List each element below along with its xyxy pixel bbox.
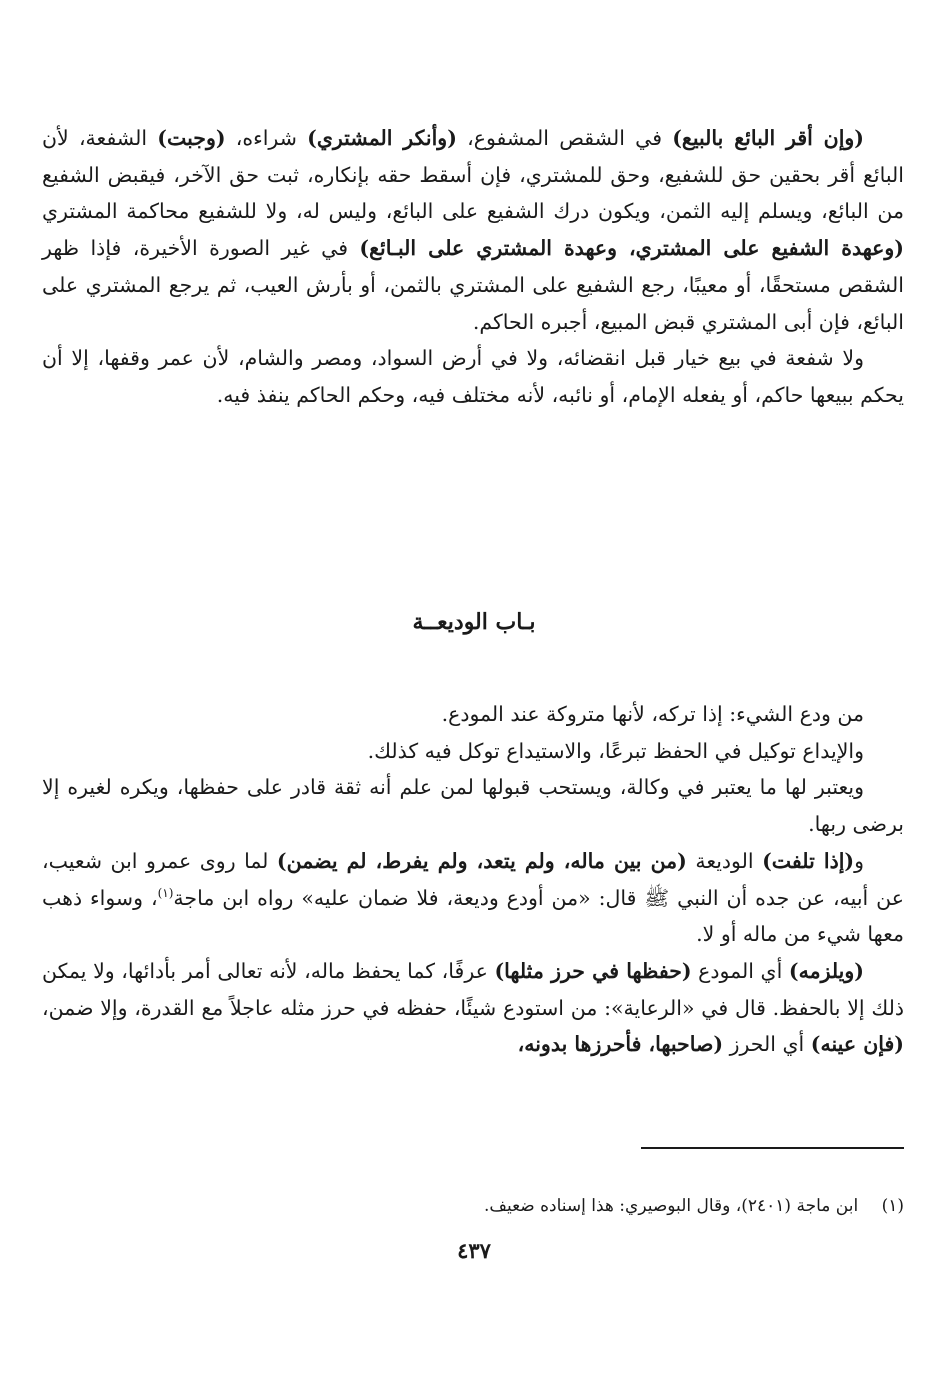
chapter-heading: بـاب الوديعــة — [412, 609, 536, 635]
bold-matn-text: (من بين ماله، ولم يتعد، ولم يفرط، لم يضمن) — [276, 848, 687, 873]
commentary-text: عرفًا، كما يحفظ ماله، لأنه تعالى أمر بأدائها، ولا يمكن ذلك إلا بالحفظ. قال في «الرعاية»: من استودع شيئًا، حفظه في حرز مثله عاجلاً مع القدرة، وإلا ضمن، — [42, 958, 904, 1020]
main-text-section-1 — [42, 120, 904, 414]
paragraph-deposit-meaning: والإيداع توكيل في الحفظ تبرعًا، والاستيداع توكل فيه كذلك. — [367, 738, 864, 763]
commentary-text: أي الحرز — [723, 1032, 811, 1057]
paragraph-no-preemption: ولا شفعة في بيع خيار قبل انقضائه، ولا في أرض السواد، ومصر والشام، لأن عمر وقفها، إلا أن يحكم ببيعها حاكم، أو يفعله الإمام، أو نائبه، لأنه مختلف فيه، وحكم الحاكم ينفذ فيه. — [42, 346, 904, 407]
bold-matn-text: (وإن أقر البائع بالبيع) — [672, 126, 864, 150]
bold-matn-text: (حفظها في حرز مثلها) — [494, 958, 692, 983]
commentary-text: الشفعة، لأن البائع أقر بحقين حق للشفيع، وحق للمشتري، فإن أسقط حقه بإنكاره، ثبت حق الآخر، فيقبض الشفيع من البائع، ويسلم إليه الثمن، ويكون درك الشفيع على البائع، وليس له، ولا للشفيع محاكمة المشتري — [42, 126, 904, 224]
paragraph-deposit-conditions: ويعتبر لها ما يعتبر في وكالة، ويستحب قبولها لمن علم أنه ثقة قادر على حفظها، ويكره لغيره إلا برضى ربها. — [42, 775, 904, 837]
bold-matn-text: (ويلزمه) — [788, 958, 864, 983]
commentary-text: أي المودع — [691, 958, 789, 983]
paragraph-safekeeping — [42, 953, 904, 1063]
commentary-text: شراءه، — [225, 126, 308, 150]
main-text-section-2 — [42, 696, 904, 1063]
commentary-text: و — [854, 848, 864, 873]
paragraph-loss-ruling — [42, 843, 904, 953]
commentary-text: في الشقص المشفوع، — [456, 126, 673, 150]
bold-matn-text: (وجبت) — [157, 126, 226, 150]
paragraph-definition: من ودع الشيء: إذا تركه، لأنها متروكة عند المودع. — [441, 702, 864, 726]
paragraph-preemption-ruling — [42, 120, 904, 340]
commentary-text: لما روى عمرو ابن شعيب، عن أبيه، عن جده أن النبي ﷺ قال: «من أودع وديعة، فلا ضمان عليه» رواه ابن ماجة — [42, 848, 904, 910]
bold-matn-text: (وعهدة الشفيع على المشتري، وعهدة المشتري على البـائع) — [359, 236, 904, 261]
bold-matn-text: (وأنكر المشتري) — [307, 126, 457, 150]
bold-matn-text: (فإن عينه) — [810, 1032, 904, 1057]
page-number: ٤٣٧ — [457, 1238, 491, 1263]
footnote-text: ابن ماجة (٢٤٠١)، وقال البوصيري: هذا إسناده ضعيف. — [483, 1196, 859, 1216]
commentary-text: في غير الصورة الأخيرة، فإذا ظهر الشقص مستحقًا، أو معيبًا، رجع الشفيع على المشتري بالثمن، أو بأرش العيب، ثم يرجع المشتري على البائع، فإن أبى المشتري قبض المبيع، أجبره الحاكم. — [42, 236, 904, 334]
loss-ruling-runs — [42, 849, 904, 910]
footnote-reference: (١) — [157, 885, 174, 900]
loss-ruling-end: ، وسواء ذهب معها شيء من ماله أو لا. — [42, 885, 904, 947]
bold-matn-text: (صاحبها، فأحرزها بدونه، — [517, 1032, 724, 1057]
commentary-text: الوديعة — [686, 848, 763, 873]
bold-matn-text: (إذا تلفت) — [762, 848, 855, 873]
footnote-divider — [641, 1147, 904, 1149]
footnote — [42, 1192, 904, 1220]
footnote-number: (١) — [881, 1196, 904, 1216]
